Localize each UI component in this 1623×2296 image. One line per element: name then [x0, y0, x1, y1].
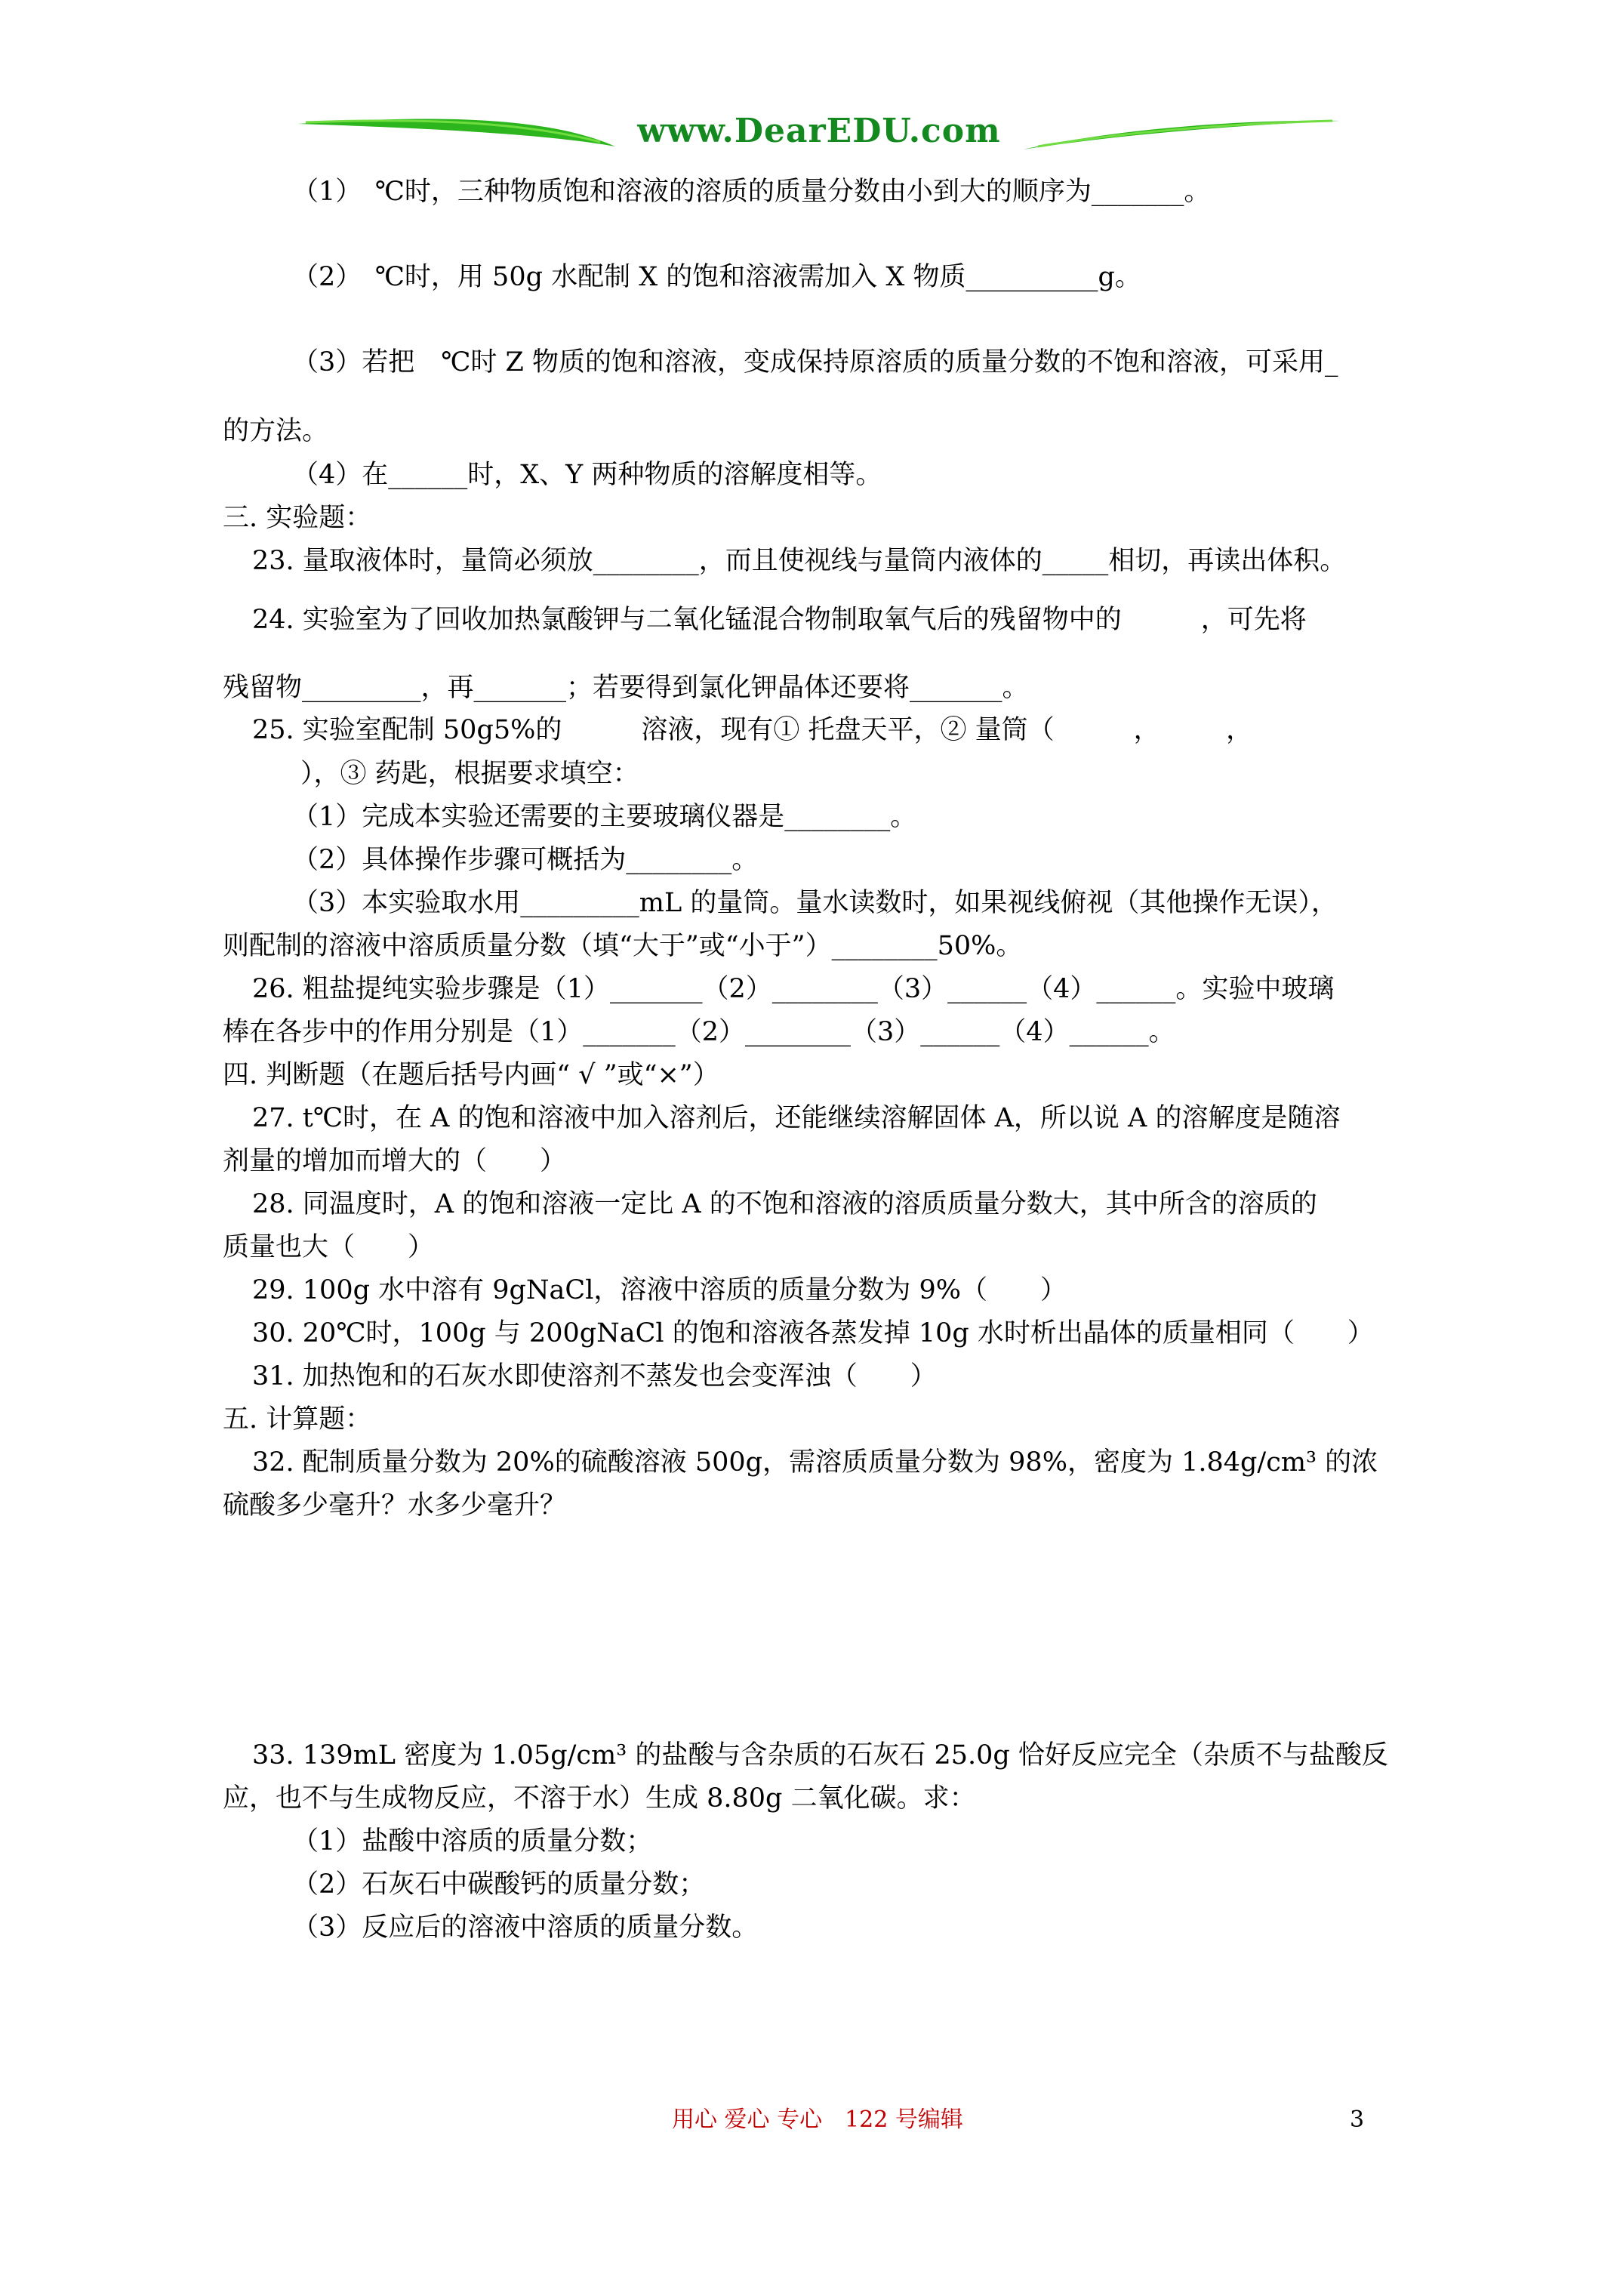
header-banner: [298, 104, 1340, 172]
question-24-cont: 残留物_________，再_______；若要得到氯化钾晶体还要将_______。: [223, 673, 1029, 703]
question-22-part-1: （1） ℃时，三种物质饱和溶液的溶质的质量分数由小到大的顺序为_______。: [292, 177, 1211, 207]
question-30: 30. 20℃时，100g 与 200gNaCl 的饱和溶液各蒸发掉 10g 水时析出晶体的质量相同（ ）: [252, 1318, 1374, 1348]
question-33-part-2: （2）石灰石中碳酸钙的质量分数；: [292, 1869, 706, 1900]
question-25-part-3-cont: 则配制的溶液中溶质质量分数（填“大于”或“小于”）________50%。: [223, 931, 1023, 961]
question-27-cont: 剂量的增加而增大的（ ）: [223, 1146, 567, 1176]
question-24: 24. 实验室为了回收加热氯酸钾与二氧化锰混合物制取氧气后的残留物中的 ，可先将: [252, 605, 1307, 635]
question-23: 23. 量取液体时，量筒必须放________，而且使视线与量筒内液体的_____相切，再读出体积。: [252, 546, 1347, 576]
question-22-part-4: （4）在______时，X、Y 两种物质的溶解度相等。: [292, 460, 882, 490]
question-28-cont: 质量也大（ ）: [223, 1232, 435, 1262]
section-5-heading: 五. 计算题：: [223, 1404, 372, 1435]
site-logo: www.DearEDU.com: [637, 112, 1001, 150]
question-22-part-3-cont: 的方法。: [223, 416, 329, 446]
question-25: 25. 实验室配制 50g5%的 溶液，现有① 托盘天平，② 量筒（ ， ，: [252, 715, 1253, 745]
section-3-heading: 三. 实验题：: [223, 503, 372, 533]
question-29: 29. 100g 水中溶有 9gNaCl，溶液中溶质的质量分数为 9%（ ）: [252, 1275, 1067, 1305]
question-32-cont: 硫酸多少毫升？水多少毫升？: [223, 1490, 567, 1521]
question-33-part-1: （1）盐酸中溶质的质量分数；: [292, 1826, 653, 1857]
question-22-part-2: （2） ℃时，用 50g 水配制 X 的饱和溶液需加入 X 物质__________g。: [292, 262, 1141, 292]
page-number: 3: [1350, 2106, 1365, 2133]
question-33: 33. 139mL 密度为 1.05g/cm³ 的盐酸与含杂质的石灰石 25.0g 恰好反应完全（杂质不与盐酸反: [252, 1740, 1388, 1771]
question-25-cont: ），③ 药匙，根据要求填空：: [300, 759, 639, 789]
question-33-part-3: （3）反应后的溶液中溶质的质量分数。: [292, 1912, 759, 1943]
question-32: 32. 配制质量分数为 20%的硫酸溶液 500g，需溶质质量分数为 98%，密度为 1.84g/cm³ 的浓: [252, 1447, 1378, 1478]
question-25-part-3: （3）本实验取水用_________mL 的量筒。量水读数时，如果视线俯视（其他操作无误），: [292, 888, 1338, 918]
question-26-cont: 棒在各步中的作用分别是（1）_______（2）________（3）______（4）______。: [223, 1017, 1175, 1047]
question-22-part-3: （3）若把 ℃时 Z 物质的饱和溶液，变成保持原溶质的质量分数的不饱和溶液，可采用_: [292, 347, 1338, 378]
question-26: 26. 粗盐提纯实验步骤是（1）_______（2）________（3）______（4）______。实验中玻璃: [252, 974, 1335, 1004]
question-33-cont: 应，也不与生成物反应，不溶于水）生成 8.80g 二氧化碳。求：: [223, 1783, 976, 1814]
question-25-part-2: （2）具体操作步骤可概括为________。: [292, 845, 759, 875]
question-28: 28. 同温度时，A 的饱和溶液一定比 A 的不饱和溶液的溶质质量分数大，其中所含的溶质的: [252, 1189, 1317, 1219]
question-27: 27. t℃时，在 A 的饱和溶液中加入溶剂后，还能继续溶解固体 A，所以说 A 的溶解度是随溶: [252, 1103, 1341, 1133]
question-31: 31. 加热饱和的石灰水即使溶剂不蒸发也会变浑浊（ ）: [252, 1361, 937, 1391]
footer-credit: 用心 爱心 专心 122 号编辑: [672, 2106, 963, 2133]
question-25-part-1: （1）完成本实验还需要的主要玻璃仪器是________。: [292, 802, 917, 832]
section-4-heading: 四. 判断题（在题后括号内画“ √ ”或“×”）: [223, 1060, 719, 1090]
